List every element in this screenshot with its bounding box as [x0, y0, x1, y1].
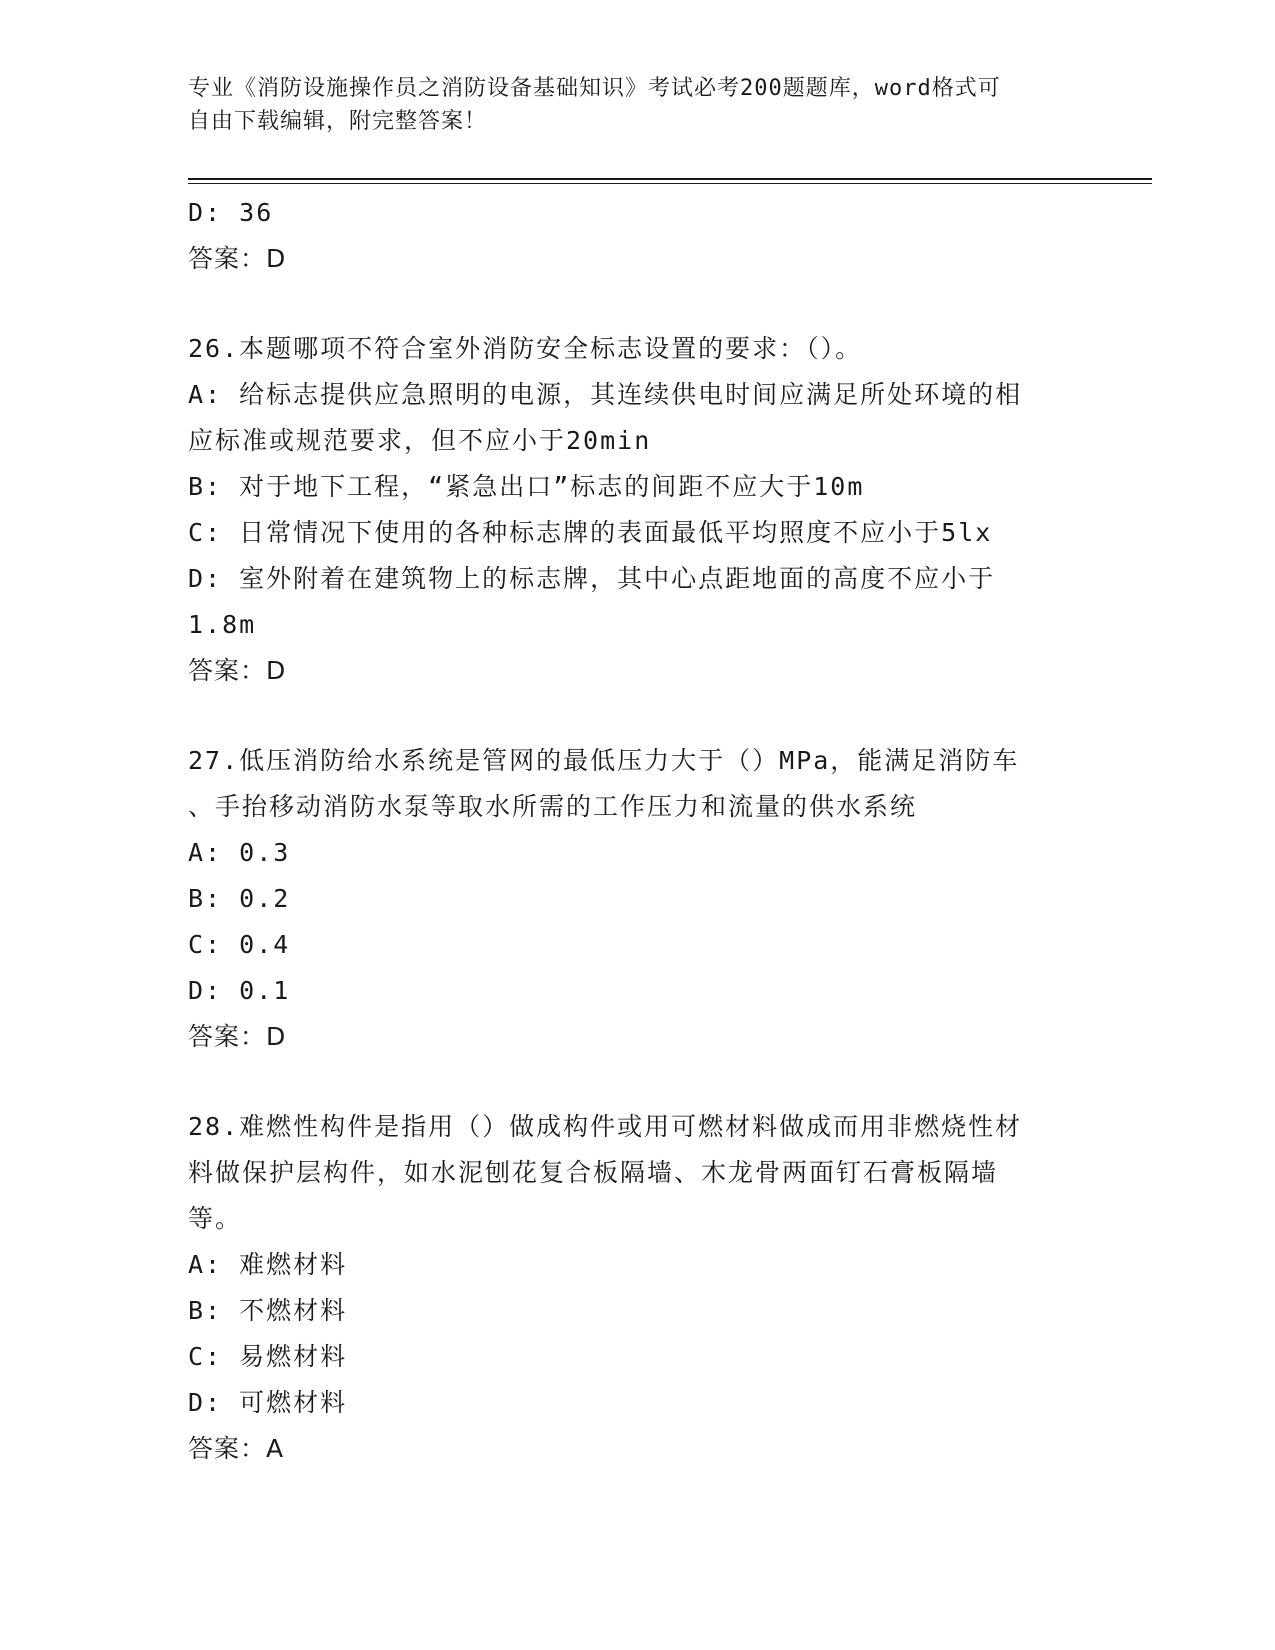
option-b: B: 0.2: [188, 884, 291, 913]
question-stem-continued: 等。: [188, 1204, 243, 1233]
header-line-2: 自由下载编辑，附完整答案！: [188, 109, 488, 134]
option-d: D: 室外附着在建筑物上的标志牌，其中心点距地面的高度不应小于: [188, 564, 996, 593]
option-a: A: 0.3: [188, 838, 291, 867]
option-c: C: 0.4: [188, 930, 291, 959]
answer-line: 答案：D: [188, 656, 287, 685]
answer-line: 答案：A: [188, 1434, 285, 1463]
question-stem: 26.本题哪项不符合室外消防安全标志设置的要求：（）。: [188, 334, 863, 363]
question-28: [188, 1104, 1078, 1472]
answer-line: 答案：D: [188, 244, 287, 273]
option-d-continued: 1.8m: [188, 610, 257, 639]
question-stem: 28.难燃性构件是指用（）做成构件或用可燃材料做成而用非燃烧性材: [188, 1112, 1023, 1141]
option-c: C: 易燃材料: [188, 1342, 348, 1371]
header-rule-thin: [188, 183, 1152, 184]
document-header: [188, 72, 1068, 138]
option-a: A: 给标志提供应急照明的电源，其连续供电时间应满足所处环境的相: [188, 380, 1023, 409]
question-25-tail: [188, 190, 1078, 282]
question-content: [188, 190, 1078, 1516]
question-26: [188, 326, 1078, 694]
option-a-continued: 应标准或规范要求，但不应小于20min: [188, 426, 652, 455]
option-b: B: 不燃材料: [188, 1296, 348, 1325]
question-27: [188, 738, 1078, 1060]
option-d: D: 0.1: [188, 976, 291, 1005]
option-a: A: 难燃材料: [188, 1250, 348, 1279]
option-d: D: 36: [188, 198, 274, 227]
header-line-1: 专业《消防设施操作员之消防设备基础知识》考试必考200题题库，word格式可: [188, 76, 1001, 101]
question-stem-continued: 料做保护层构件，如水泥刨花复合板隔墙、木龙骨两面钉石膏板隔墙: [188, 1158, 999, 1187]
option-c: C: 日常情况下使用的各种标志牌的表面最低平均照度不应小于5lx: [188, 518, 993, 547]
question-stem-continued: 、手抬移动消防水泵等取水所需的工作压力和流量的供水系统: [188, 792, 918, 821]
option-d: D: 可燃材料: [188, 1388, 348, 1417]
answer-line: 答案：D: [188, 1022, 287, 1051]
option-b: B: 对于地下工程，“紧急出口”标志的间距不应大于10m: [188, 472, 865, 501]
header-rule-thick: [188, 178, 1152, 180]
question-stem: 27.低压消防给水系统是管网的最低压力大于（）MPa，能满足消防车: [188, 746, 1020, 775]
